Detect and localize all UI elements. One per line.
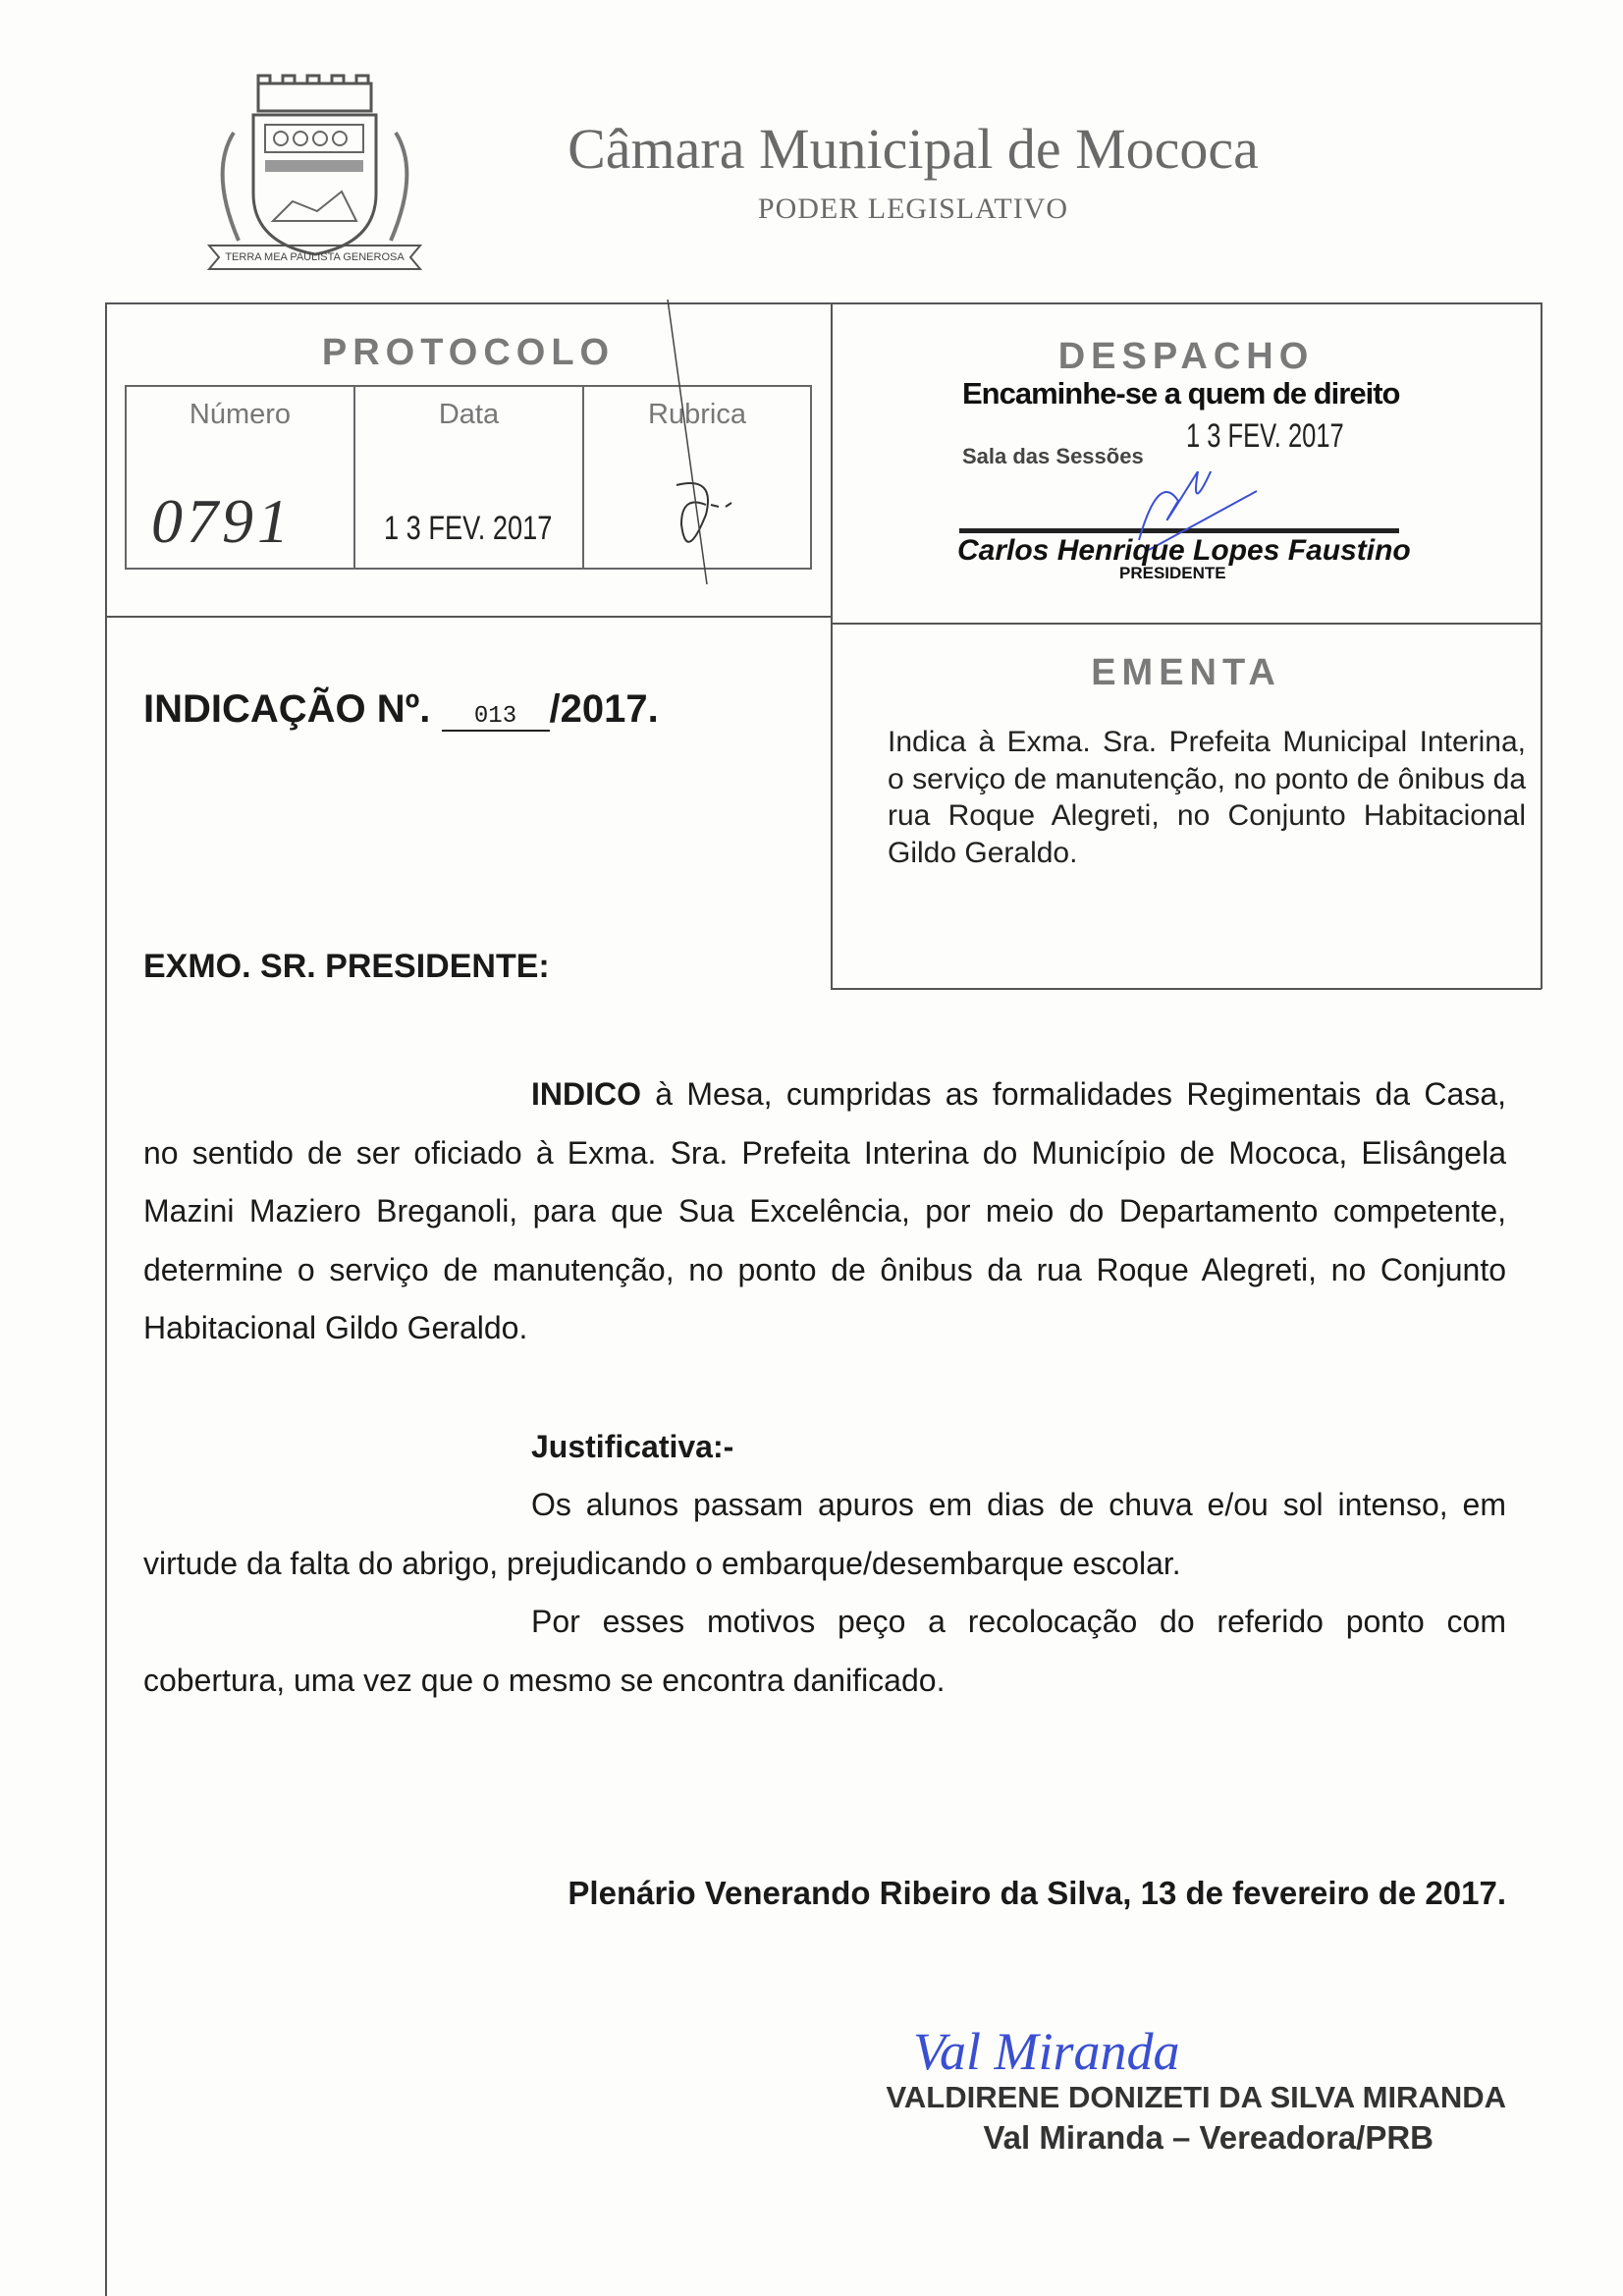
councilwoman-signature: Val Miranda [913,2022,1180,2081]
despacho-date-stamp: 1 3 FEV. 2017 [1186,417,1344,455]
despacho-heading: DESPACHO [1057,336,1315,377]
indicacao-prefix: INDICAÇÃO Nº. [143,687,431,731]
closing-place-date: Plenário Venerando Ribeiro da Silva, 13 de fevereiro de 2017. [568,1875,1506,1911]
justificativa-paragraph-1: Os alunos passam apuros em dias de chuva e/ou sol intenso, em virtude da falta do abrigo, prejudicando o embarque/desembarque escolar. [143,1487,1506,1581]
signer-title: Val Miranda – Vereadora/PRB [983,2119,1434,2156]
signer-name: VALDIRENE DONIZETI DA SILVA MIRANDA [886,2080,1506,2114]
body-lead: INDICO [531,1076,641,1112]
ementa-heading: EMENTA [1091,652,1281,693]
indicacao-number: 013 [442,703,550,732]
justificativa-heading: Justificativa:- [531,1429,734,1464]
frame-bottom-right [831,988,1542,990]
frame-top [105,302,1542,304]
data-stamp: 1 3 FEV. 2017 [384,510,553,547]
frame-middle [831,302,833,989]
justificativa-paragraph-2: Por esses motivos peço a recolocação do referido ponto com cobertura, uma vez que o mesmo se encontra danificado. [143,1604,1506,1698]
despacho-role: PRESIDENTE [1119,564,1226,582]
numero-label: Número [189,399,292,430]
despacho-signer: Carlos Henrique Lopes Faustino [957,534,1411,567]
body-paragraph [143,1066,1506,1358]
ementa-text: Indica à Exma. Sra. Prefeita Municipal Interina, o serviço de manutenção, no ponto de ônibus da rua Roque Alegreti, no Conjunto Habitacional Gildo Geraldo. [888,726,1526,869]
indicacao-heading [143,687,659,732]
frame-divider-right [831,623,1542,625]
numero-handwritten: 0791 [151,486,293,556]
despacho-stamp-line: Encaminhe-se a quem de direito [962,376,1400,410]
frame-left [105,302,107,2296]
despacho-place: Sala das Sessões [962,444,1144,468]
protocolo-heading: PROTOCOLO [321,332,616,373]
frame-divider-left [105,616,832,618]
institution-subtitle: PODER LEGISLATIVO [757,192,1069,225]
frame-right [1541,302,1542,989]
body-text: à Mesa, cumpridas as formalidades Regimentais da Casa, no sentido de ser oficiado à Exma. Sra. Prefeita Interina do Município de Mococa, Elisângela Mazini Maziero Breganoli, para que Sua Excelência, por meio do Departamento competente, determine o serviço de manutenção, no ponto de ônibus da rua Roque Alegreti, no Conjunto Habitacional Gildo Geraldo. [143,1076,1506,1346]
pen-stroke [658,295,717,589]
salutation: EXMO. SR. PRESIDENTE: [143,948,550,985]
indicacao-year: /2017. [549,687,659,731]
data-label: Data [438,399,500,430]
rubrica-label: Rubrica [648,399,746,430]
institution-title: Câmara Municipal de Mococa [568,117,1259,181]
logo-motto: TERRA MEA PAULISTA GENEROSA [225,251,405,263]
